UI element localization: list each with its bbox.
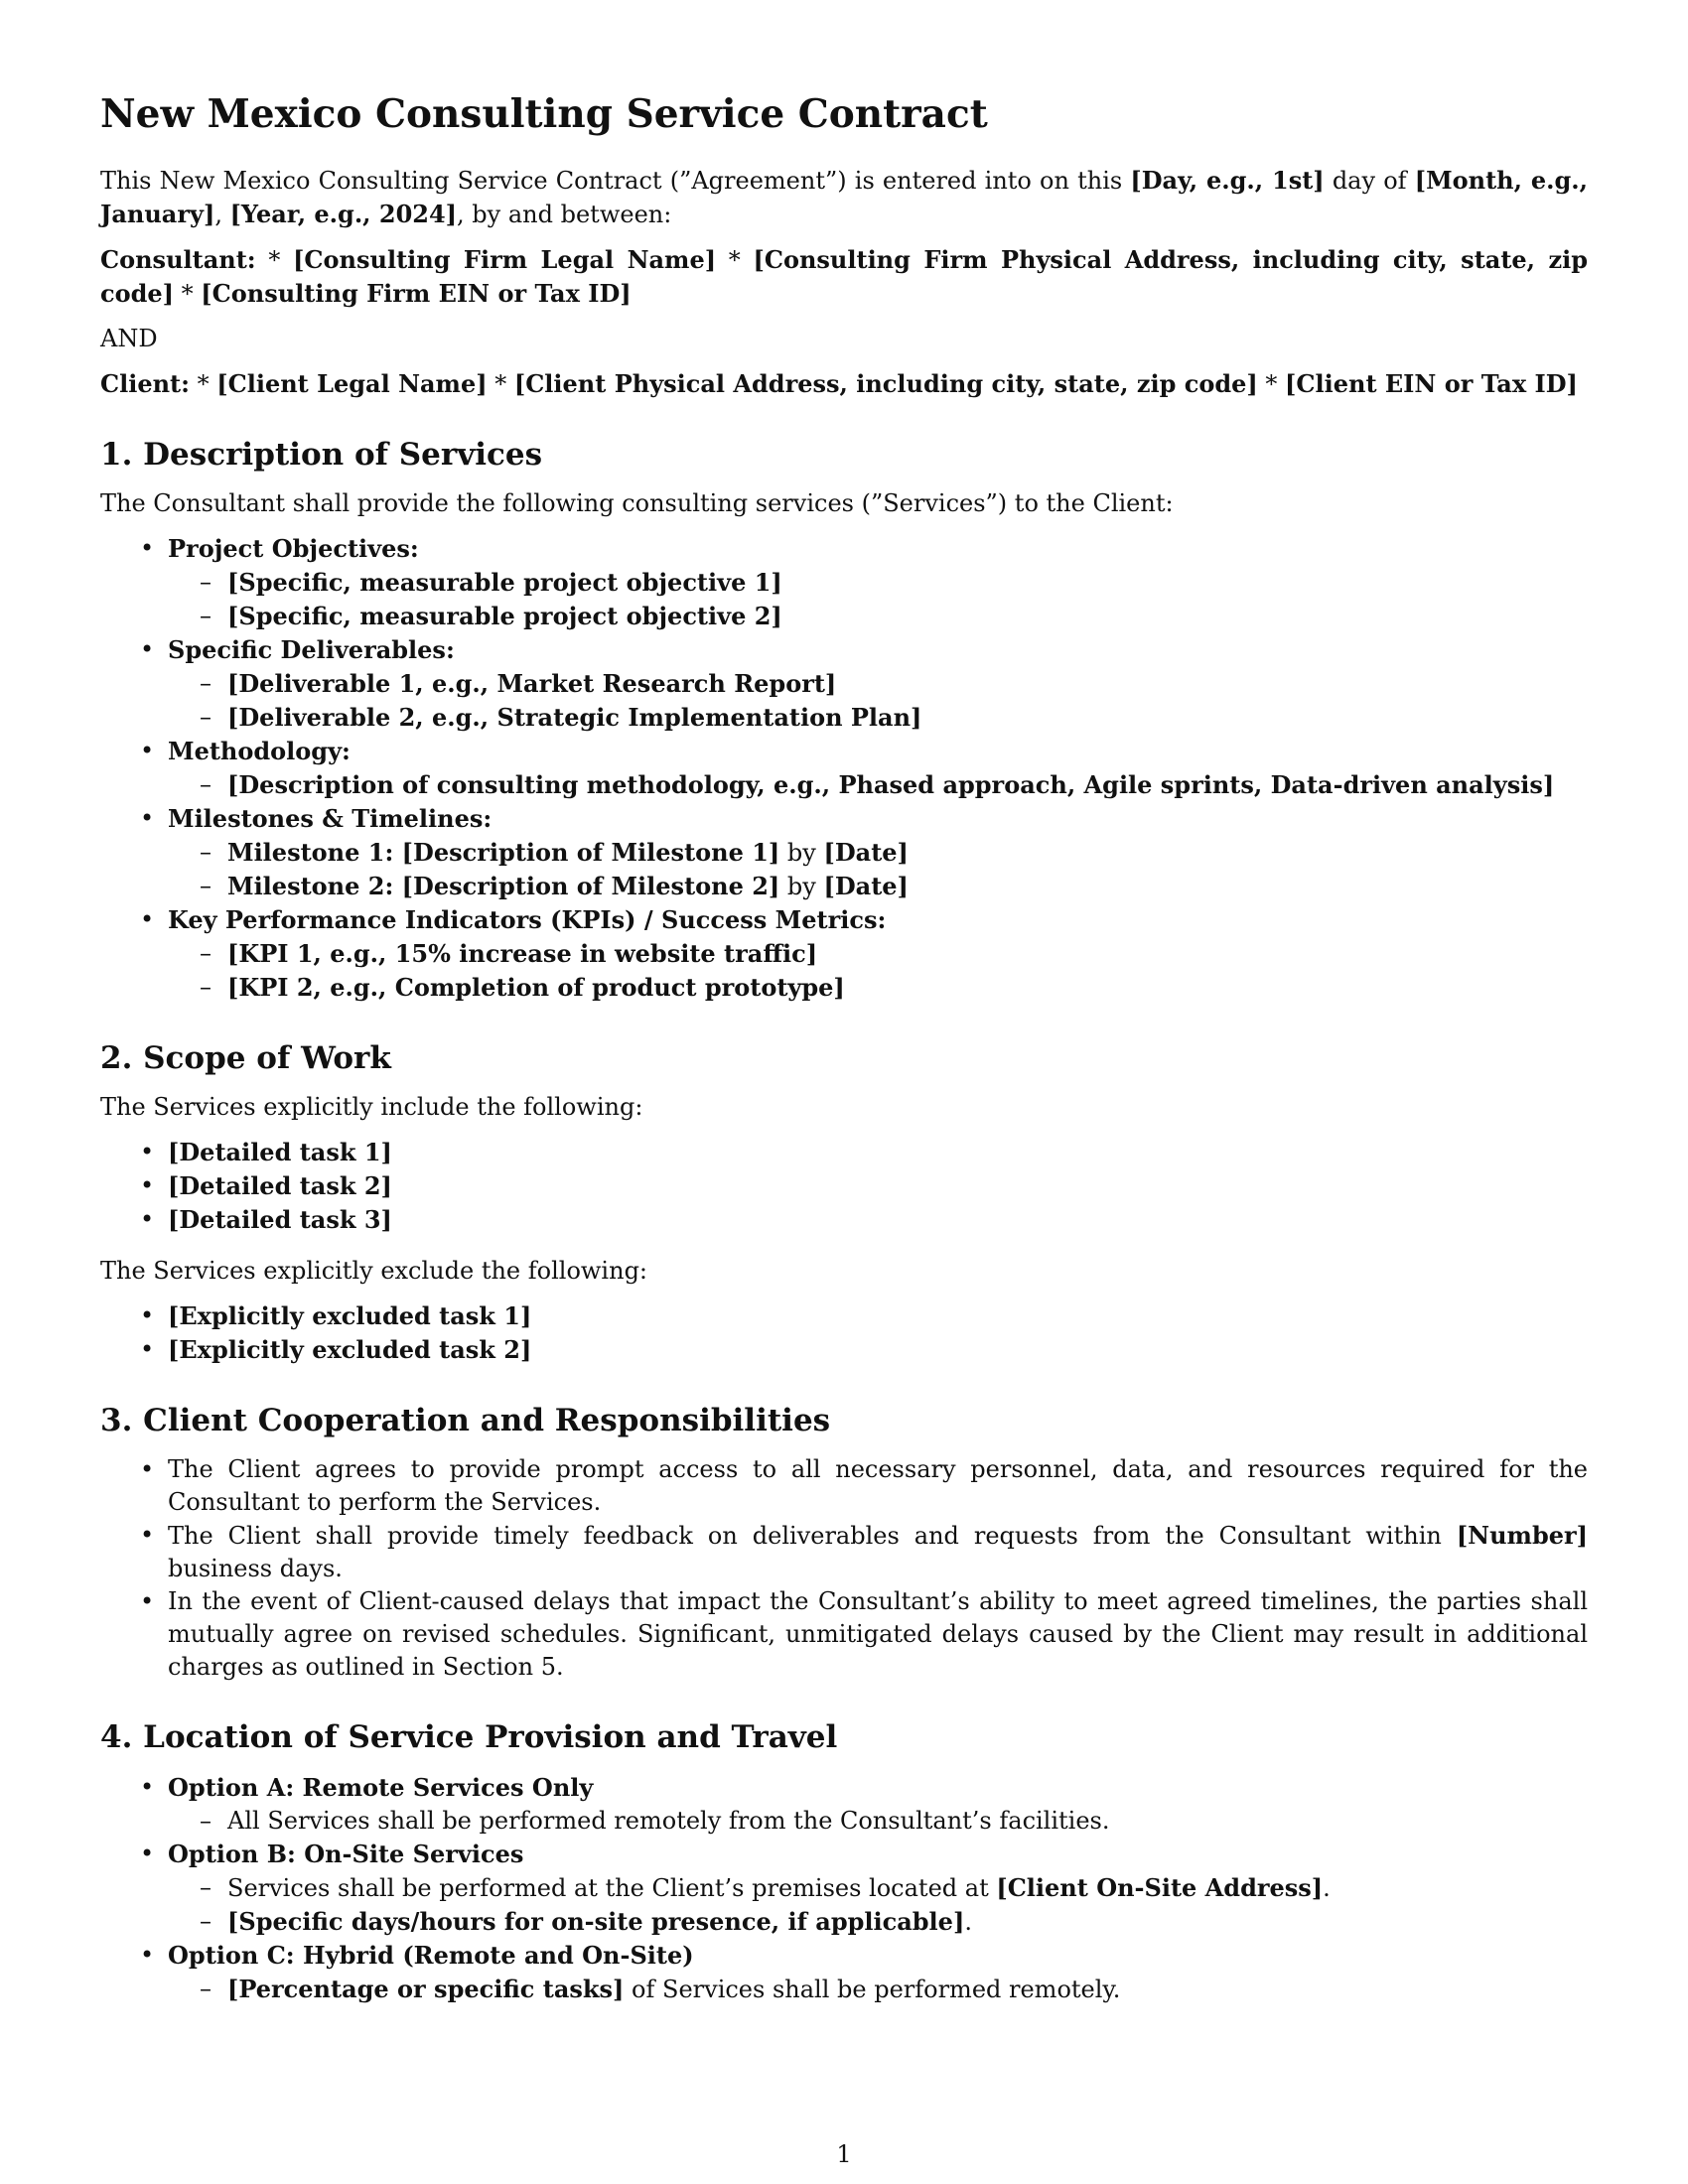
item-label: Option C: Hybrid (Remote and On-Site) — [168, 1940, 694, 1970]
sub-list — [168, 667, 1588, 735]
list-item — [100, 1136, 1588, 1169]
placeholder-text: [Description of Milestone 1] — [401, 837, 780, 867]
section-heading: 1. Description of Services — [100, 436, 543, 473]
list-item — [100, 1299, 1588, 1333]
sub-list-item — [100, 971, 1588, 1005]
placeholder-text: [Deliverable 2, e.g., Strategic Implementation Plan] — [227, 702, 922, 732]
client-label: Client: — [100, 368, 190, 398]
sub-list-item — [100, 1973, 1588, 2006]
placeholder-text: [Client On-Site Address] — [996, 1872, 1324, 1902]
sub-list-item — [100, 937, 1588, 971]
location-options-list — [100, 1771, 1588, 2006]
placeholder-text: [Detailed task 2] — [168, 1171, 392, 1201]
placeholder-text: [Explicitly excluded task 1] — [168, 1301, 532, 1331]
item-text: . — [964, 1907, 972, 1936]
milestone-label: Milestone 2: — [227, 871, 402, 900]
intro-text: This New Mexico Consulting Service Contract (”Agreement”) is entered into on this — [100, 166, 1131, 195]
document-title: New Mexico Consulting Service Contract — [100, 91, 988, 137]
item-text: business days. — [168, 1555, 343, 1583]
list-item — [100, 532, 1588, 633]
sub-list-item — [100, 836, 1588, 870]
day-placeholder: [Day, e.g., 1st] — [1130, 165, 1325, 195]
list-item — [100, 1771, 1588, 1838]
sub-list — [168, 566, 1588, 633]
list-item — [100, 633, 1588, 735]
placeholder-text: [Number] — [1456, 1521, 1588, 1551]
client-address: [Client Physical Address, including city, state, zip code] — [513, 368, 1258, 398]
sub-list-item — [100, 667, 1588, 701]
client-ein: [Client EIN or Tax ID] — [1285, 368, 1578, 398]
client-name: [Client Legal Name] — [216, 368, 488, 398]
sub-list — [168, 1871, 1588, 1939]
placeholder-text: [KPI 1, e.g., 15% increase in website traffic] — [227, 938, 818, 968]
item-text: . — [1323, 1873, 1331, 1902]
placeholder-text: [Detailed task 1] — [168, 1138, 392, 1167]
item-label: Project Objectives: — [168, 533, 419, 563]
included-tasks-list — [100, 1136, 1588, 1237]
separator: * — [1257, 369, 1286, 398]
connector-text: by — [779, 872, 824, 900]
section-heading: 2. Scope of Work — [100, 1039, 391, 1076]
sub-list — [168, 1973, 1588, 2006]
section-intro: The Services explicitly include the following: — [100, 1093, 643, 1122]
placeholder-text: [Percentage or specific tasks] — [227, 1974, 625, 2003]
responsibilities-list — [100, 1453, 1588, 1684]
sub-list-item — [100, 1905, 1588, 1939]
list-item — [100, 1519, 1588, 1585]
separator: * — [487, 369, 514, 398]
excluded-tasks-list — [100, 1299, 1588, 1367]
sub-list — [168, 768, 1588, 802]
item-label: Option B: On-Site Services — [168, 1839, 524, 1868]
item-label: Methodology: — [168, 736, 351, 765]
sub-list-item — [100, 701, 1588, 735]
separator: * — [190, 369, 217, 398]
sub-list-item: – All Services shall be performed remotely from the Consultant’s facilities. — [100, 1805, 1588, 1838]
list-item: • In the event of Client-caused delays that impact the Consultant’s ability to meet agreed timelines, the parties shall mutually agree on revised schedules. Significant, unmitigated delays caused by the Client may result in additional charges as outlined in Section 5. — [100, 1585, 1588, 1684]
month-placeholder: [Month, e.g., January] — [100, 165, 1588, 228]
sub-list-item — [100, 870, 1588, 903]
placeholder-text: [Description of Milestone 2] — [401, 871, 780, 900]
placeholder-text: [Description of consulting methodology, e.g., Phased approach, Agile sprints, Data-driven analysis] — [227, 769, 1555, 799]
and-text: AND — [100, 324, 158, 352]
sub-list — [168, 1805, 1588, 1838]
list-item: • The Client agrees to provide prompt access to all necessary personnel, data, and resources required for the Consultant to perform the Services. — [100, 1453, 1588, 1519]
placeholder-text: [Explicitly excluded task 2] — [168, 1335, 532, 1365]
sub-list-item — [100, 768, 1588, 802]
list-item — [100, 903, 1588, 1005]
sub-list-item — [100, 600, 1588, 633]
intro-text: , by and between: — [457, 200, 672, 228]
separator: * — [174, 279, 202, 308]
connector-text: by — [779, 838, 824, 867]
sub-list — [168, 836, 1588, 903]
section-heading: 3. Client Cooperation and Responsibilities — [100, 1403, 831, 1439]
item-text: The Client shall provide timely feedback on deliverables and requests from the Consultant within — [168, 1522, 1457, 1551]
document-page — [100, 77, 1588, 2018]
intro-text: day of — [1324, 166, 1415, 195]
list-item — [100, 1333, 1588, 1367]
placeholder-text: [Date] — [823, 837, 909, 867]
year-placeholder: [Year, e.g., 2024] — [229, 199, 458, 228]
list-item — [100, 1169, 1588, 1203]
item-label: Option A: Remote Services Only — [168, 1772, 594, 1802]
consultant-name: [Consulting Firm Legal Name] — [293, 244, 717, 274]
consultant-address: [Consulting Firm Physical Address, including city, state, zip code] — [100, 244, 1588, 308]
list-item — [100, 1939, 1588, 2006]
separator: * — [255, 245, 294, 274]
intro-text: , — [214, 200, 230, 228]
placeholder-text: [KPI 2, e.g., Completion of product prototype] — [227, 972, 845, 1002]
item-text: Services shall be performed at the Client’s premises located at — [227, 1873, 997, 1902]
placeholder-text: [Specific, measurable project objective 2] — [227, 601, 782, 630]
list-item — [100, 1838, 1588, 1939]
sub-list — [168, 937, 1588, 1005]
list-item — [100, 1203, 1588, 1237]
milestone-label: Milestone 1: — [227, 837, 402, 867]
placeholder-text: [Specific days/hours for on-site presence, if applicable] — [227, 1906, 965, 1936]
placeholder-text: [Specific, measurable project objective 1] — [227, 567, 782, 597]
section-intro: The Consultant shall provide the following consulting services (”Services”) to the Client: — [100, 488, 1174, 517]
placeholder-text: [Deliverable 1, e.g., Market Research Report] — [227, 668, 837, 698]
consultant-block — [100, 243, 1588, 311]
services-list — [100, 532, 1588, 1005]
section-intro: The Services explicitly exclude the following: — [100, 1257, 648, 1286]
consultant-label: Consultant: — [100, 244, 256, 274]
client-block — [100, 367, 1588, 401]
sub-list-item — [100, 566, 1588, 600]
placeholder-text: [Date] — [823, 871, 909, 900]
sub-list-item — [100, 1871, 1588, 1905]
list-item — [100, 735, 1588, 802]
item-text: of Services shall be performed remotely. — [624, 1975, 1121, 2003]
item-label: Key Performance Indicators (KPIs) / Success Metrics: — [168, 904, 887, 934]
page-number: 1 — [836, 2140, 852, 2168]
section-heading: 4. Location of Service Provision and Travel — [100, 1719, 838, 1756]
item-label: Specific Deliverables: — [168, 634, 455, 664]
placeholder-text: [Detailed task 3] — [168, 1205, 392, 1235]
consultant-ein: [Consulting Firm EIN or Tax ID] — [201, 278, 632, 308]
intro-paragraph — [100, 164, 1588, 231]
item-label: Milestones & Timelines: — [168, 803, 492, 833]
separator: * — [716, 245, 754, 274]
list-item — [100, 802, 1588, 903]
